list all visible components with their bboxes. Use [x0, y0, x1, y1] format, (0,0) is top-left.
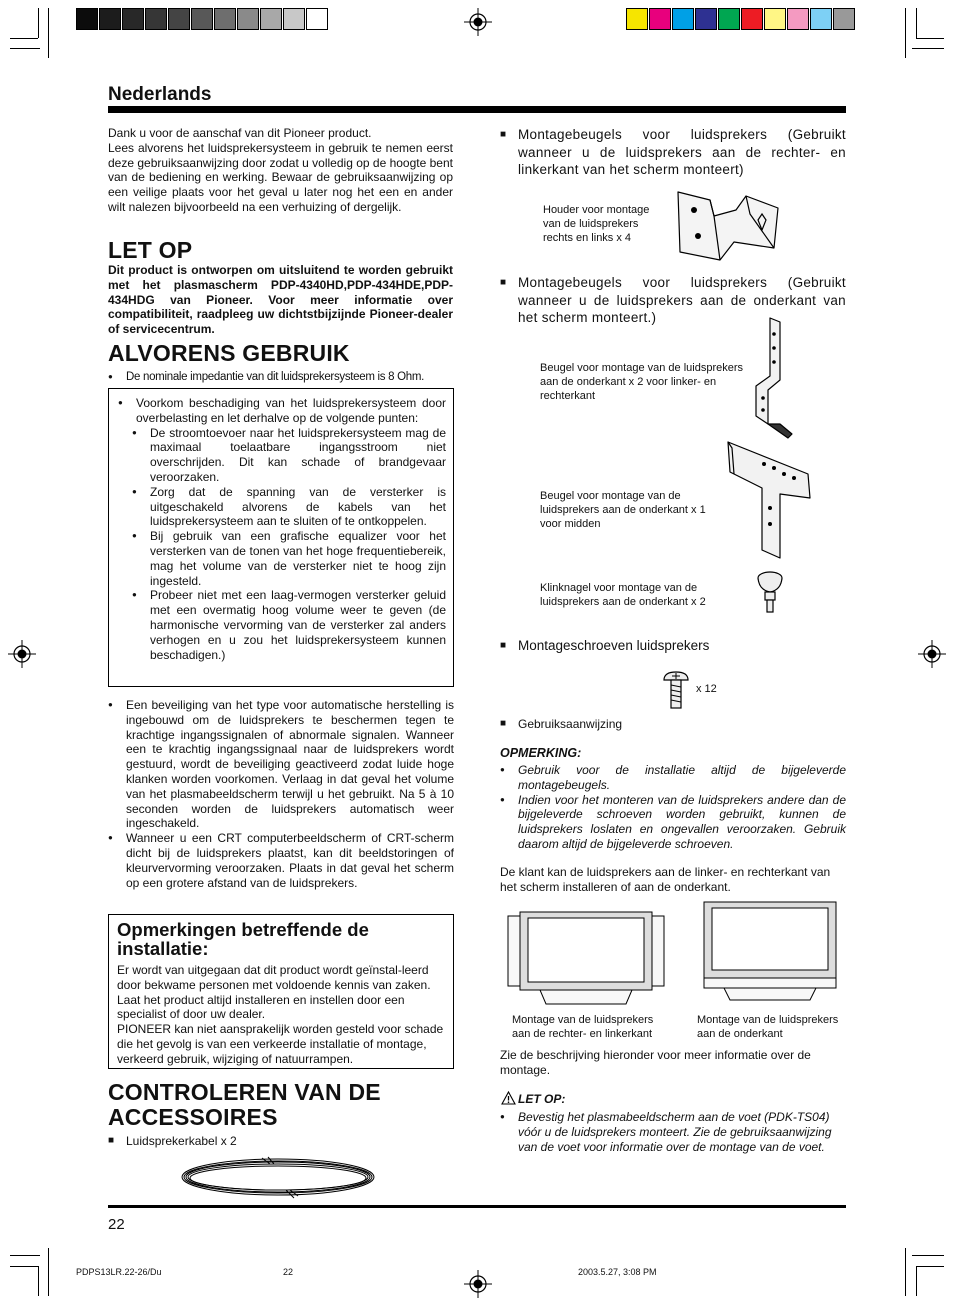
caution-item: ● Probeer niet met een laag-vermogen versterker geluid met een overmatig hoog volume weer te geven (de harmonische vervorming van de versterker zal anders verhogen en u zou het luidsprekersysteem kunnen beschadigen.) [132, 588, 446, 662]
protection-list [108, 698, 454, 890]
crop-mark [10, 38, 38, 39]
color-swatch [764, 8, 786, 30]
gray-swatch [122, 8, 144, 30]
crop-mark [38, 8, 39, 38]
crop-mark [916, 1266, 917, 1296]
see-description-text: Zie de beschrijving hieronder voor meer informatie over de montage. [500, 1048, 811, 1077]
gray-swatch [99, 8, 121, 30]
bottom-bracket-lr-icon [752, 316, 798, 442]
gray-swatch [283, 8, 305, 30]
registration-mark-icon [918, 640, 946, 668]
caution-list [118, 396, 446, 662]
color-swatch [695, 8, 717, 30]
speaker-cable-icon [178, 1154, 388, 1200]
bracket-item-1: ■ Montagebeugels voor luidsprekers (Gebruikt wanneer u de luidsprekers aan de rechter- en linkerkant van het scherm monteert) [500, 126, 846, 179]
gray-swatch [191, 8, 213, 30]
protection-item: ● Wanneer u een CRT computerbeeldscherm of CRT-scherm dicht bij de luidsprekers plaatst, kan dit beeldstoringen of kleurvervorming veroorzaken. Plaats in dat geval het scherm op een grotere afstand van de luidsprekers. [108, 831, 454, 890]
protection-item: ● Een beveiliging van het type voor automatische herstelling is ingebouwd om de luidsprekers te beschermen tegen te krachtige ingangssignalen of abnormale signalen. Wanneer een te krachtig ingangssignaal naar de luidsprekers wordt gestuurd, wordt de beveiliging geactiveerd zodat luide hoge klanken worden voorkomen. Verlaag in dat geval het volume van het plasmabeeldscherm terwijl u het gebruikt. Na 5 à 10 seconden worden de luidsprekers automatisch weer ingeschakeld. [108, 698, 454, 831]
note-heading: OPMERKING: [500, 746, 582, 760]
gray-swatch [237, 8, 259, 30]
let-op-text: Dit product is ontworpen om uitsluitend te worden gebruikt met het plasmascherm PDP-4340HD,PDP-434HDE,PDP-434HDG van Pioneer. Voor meer informatie over compatibiliteit, raadpleeg uw dichtstbijzijnde Pioneer-dealer of servicecentrum. [108, 263, 453, 337]
footer-page: 22 [283, 1267, 294, 1277]
gray-swatch [76, 8, 98, 30]
registration-mark-icon [464, 8, 492, 36]
note-list [500, 763, 846, 852]
color-swatch [833, 8, 855, 30]
screws-list [500, 637, 846, 654]
crop-mark [916, 38, 944, 39]
bracket-item-2: ■ Montagebeugels voor luidsprekers (Gebruikt wanneer u de luidsprekers aan de onderkant van het scherm monteert.) [500, 274, 846, 327]
color-swatch [672, 8, 694, 30]
gray-swatch [214, 8, 236, 30]
header-rule [108, 106, 846, 113]
customer-text: De klant kan de luidsprekers aan de linker- en rechterkant van het scherm installeren of aan de onderkant. [500, 865, 831, 894]
bracket-list-1 [500, 126, 846, 179]
note-item: ● Indien voor het monteren van de luidsprekers andere dan de bijgeleverde schroeven worden gebruikt, kunnen de luidsprekers loslaten en ongevallen veroorzaken. Gebruik daarom altijd de bijgeleverde schroeven. [500, 793, 846, 852]
registration-mark-icon [8, 640, 36, 668]
crop-mark [10, 1266, 38, 1267]
tv-bottom-caption: Montage van de luidsprekers aan de onderkant [697, 1014, 839, 1040]
caution-intro [118, 396, 446, 662]
screw-icon [662, 670, 690, 710]
gray-swatch [145, 8, 167, 30]
caution-item: ● Bij gebruik van een grafische equalizer voor het versterken van de tonen van het hoge frequentiebereik, mag het volume van de versterker niet te hoog zijn ingesteld. [132, 529, 446, 588]
caution-sublist [132, 426, 446, 663]
warning-list [500, 1110, 850, 1154]
alvorens-gebruik-heading: ALVORENS GEBRUIK [108, 340, 350, 366]
note-item: ● Gebruik voor de installatie altijd de bijgeleverde montagebeugels. [500, 763, 846, 793]
caution-item: ● De stroomtoevoer naar het luidsprekersysteem mag de maximaal toelaatbare ingangsstroom niet overschrijden. Dit kan schade of brandgevaar veroorzaken. [132, 426, 446, 485]
caption-side-bracket: Houder voor montage van de luidsprekers rechts en links x 4 [543, 204, 650, 244]
controleren-heading: CONTROLEREN VAN DE ACCESSOIRES [108, 1079, 381, 1130]
gray-swatch [260, 8, 282, 30]
crop-mark [48, 8, 49, 58]
caution-item: ● Zorg dat de spanning van de versterker is uitgeschakeld alvorens de kabels van het luidsprekersysteem aan te sluiten of te ontkoppelen. [132, 485, 446, 529]
screws-count: x 12 [696, 683, 717, 695]
gray-swatch [168, 8, 190, 30]
caption-bottom-bracket-lr: Beugel voor montage van de luidsprekers aan de onderkant x 2 voor linker- en rechterkant [540, 362, 744, 402]
screws-item: ■ Montageschroeven luidsprekers [500, 637, 846, 654]
side-bracket-icon [674, 188, 784, 264]
rivet-icon [755, 570, 785, 614]
crop-mark [48, 1248, 49, 1296]
color-swatch [741, 8, 763, 30]
manual-item: ■ Gebruiksaanwijzing [500, 717, 846, 732]
color-swatch [649, 8, 671, 30]
crop-mark [10, 48, 40, 49]
gray-swatch [306, 8, 328, 30]
tv-side-caption: Montage van de luidsprekers aan de rechter- en linkerkant [512, 1014, 654, 1040]
tv-side-speakers-icon [506, 908, 666, 1008]
color-swatch [810, 8, 832, 30]
cable-list [108, 1134, 408, 1149]
let-op-heading: LET OP [108, 237, 193, 263]
crop-mark [916, 8, 917, 38]
crop-mark [905, 8, 906, 58]
footer-date: 2003.5.27, 3:08 PM [578, 1267, 657, 1277]
cable-item: ■ Luidsprekerkabel x 2 [108, 1134, 408, 1149]
crop-mark [912, 48, 944, 49]
color-swatch [626, 8, 648, 30]
installation-notes-heading: Opmerkingen betreffende de installatie: [117, 919, 369, 959]
language-heading: Nederlands [108, 84, 212, 105]
caption-bottom-bracket-middle: Beugel voor montage van de luidsprekers aan de onderkant x 1 voor midden [540, 490, 706, 530]
color-swatch [787, 8, 809, 30]
installation-notes-text: Er wordt van uitgegaan dat dit product wordt geïnstal-leerd door bekwame personen met voldoende kennis van zaken. Laat het product altijd installeren en instellen door een specialist of door uw dealer. PIONEER kan niet aansprakelijk worden gesteld voor schade die het gevolg is van een verkeerde installatie of montage, verkeerd gebruik, wijziging of natuurrampen. [117, 963, 444, 1066]
crop-mark [912, 1255, 944, 1256]
impedance-item: ● De nominale impedantie van dit luidsprekersysteem is 8 Ohm. [108, 370, 458, 385]
crop-mark [38, 1266, 39, 1296]
crop-mark [10, 1255, 40, 1256]
caption-rivet: Klinknagel voor montage van de luidsprekers aan de onderkant x 2 [540, 582, 706, 608]
warning-triangle-icon [501, 1091, 516, 1105]
caution-intro-text: Voorkom beschadiging van het luidsprekersysteem door overbelasting en let derhalve op de volgende punten: [136, 396, 446, 425]
warning-heading: LET OP: [518, 1092, 566, 1106]
footer-file: PDPS13LR.22-26/Du [76, 1267, 162, 1277]
bottom-bracket-middle-icon [724, 438, 814, 560]
tv-bottom-speakers-icon [700, 900, 840, 1002]
registration-mark-icon [464, 1270, 492, 1298]
manual-list [500, 717, 846, 732]
impedance-list [108, 370, 458, 385]
warning-item: ● Bevestig het plasmabeeldscherm aan de voet (PDK-TS04) vóór u de luidsprekers monteert. Zie de gebruiksaanwijzing van de voet voor informatie over de montage van de voet. [500, 1110, 850, 1154]
page-number: 22 [108, 1216, 125, 1233]
footer-rule [108, 1205, 846, 1208]
color-swatch [718, 8, 740, 30]
crop-mark [916, 1266, 944, 1267]
intro-text: Dank u voor de aanschaf van dit Pioneer product. Lees alvorens het luidsprekersysteem in gebruik te nemen eerst deze gebruiksaanwijzing door zodat u volledig op de hoogte bent van de bediening en werking. Bewaar de gebruiksaanwijzing op een veilige plaats voor het geval u later nog het een en ander wilt nalezen bijvoorbeeld na een verhuizing of dergelijk. [108, 126, 453, 214]
crop-mark [905, 1248, 906, 1296]
